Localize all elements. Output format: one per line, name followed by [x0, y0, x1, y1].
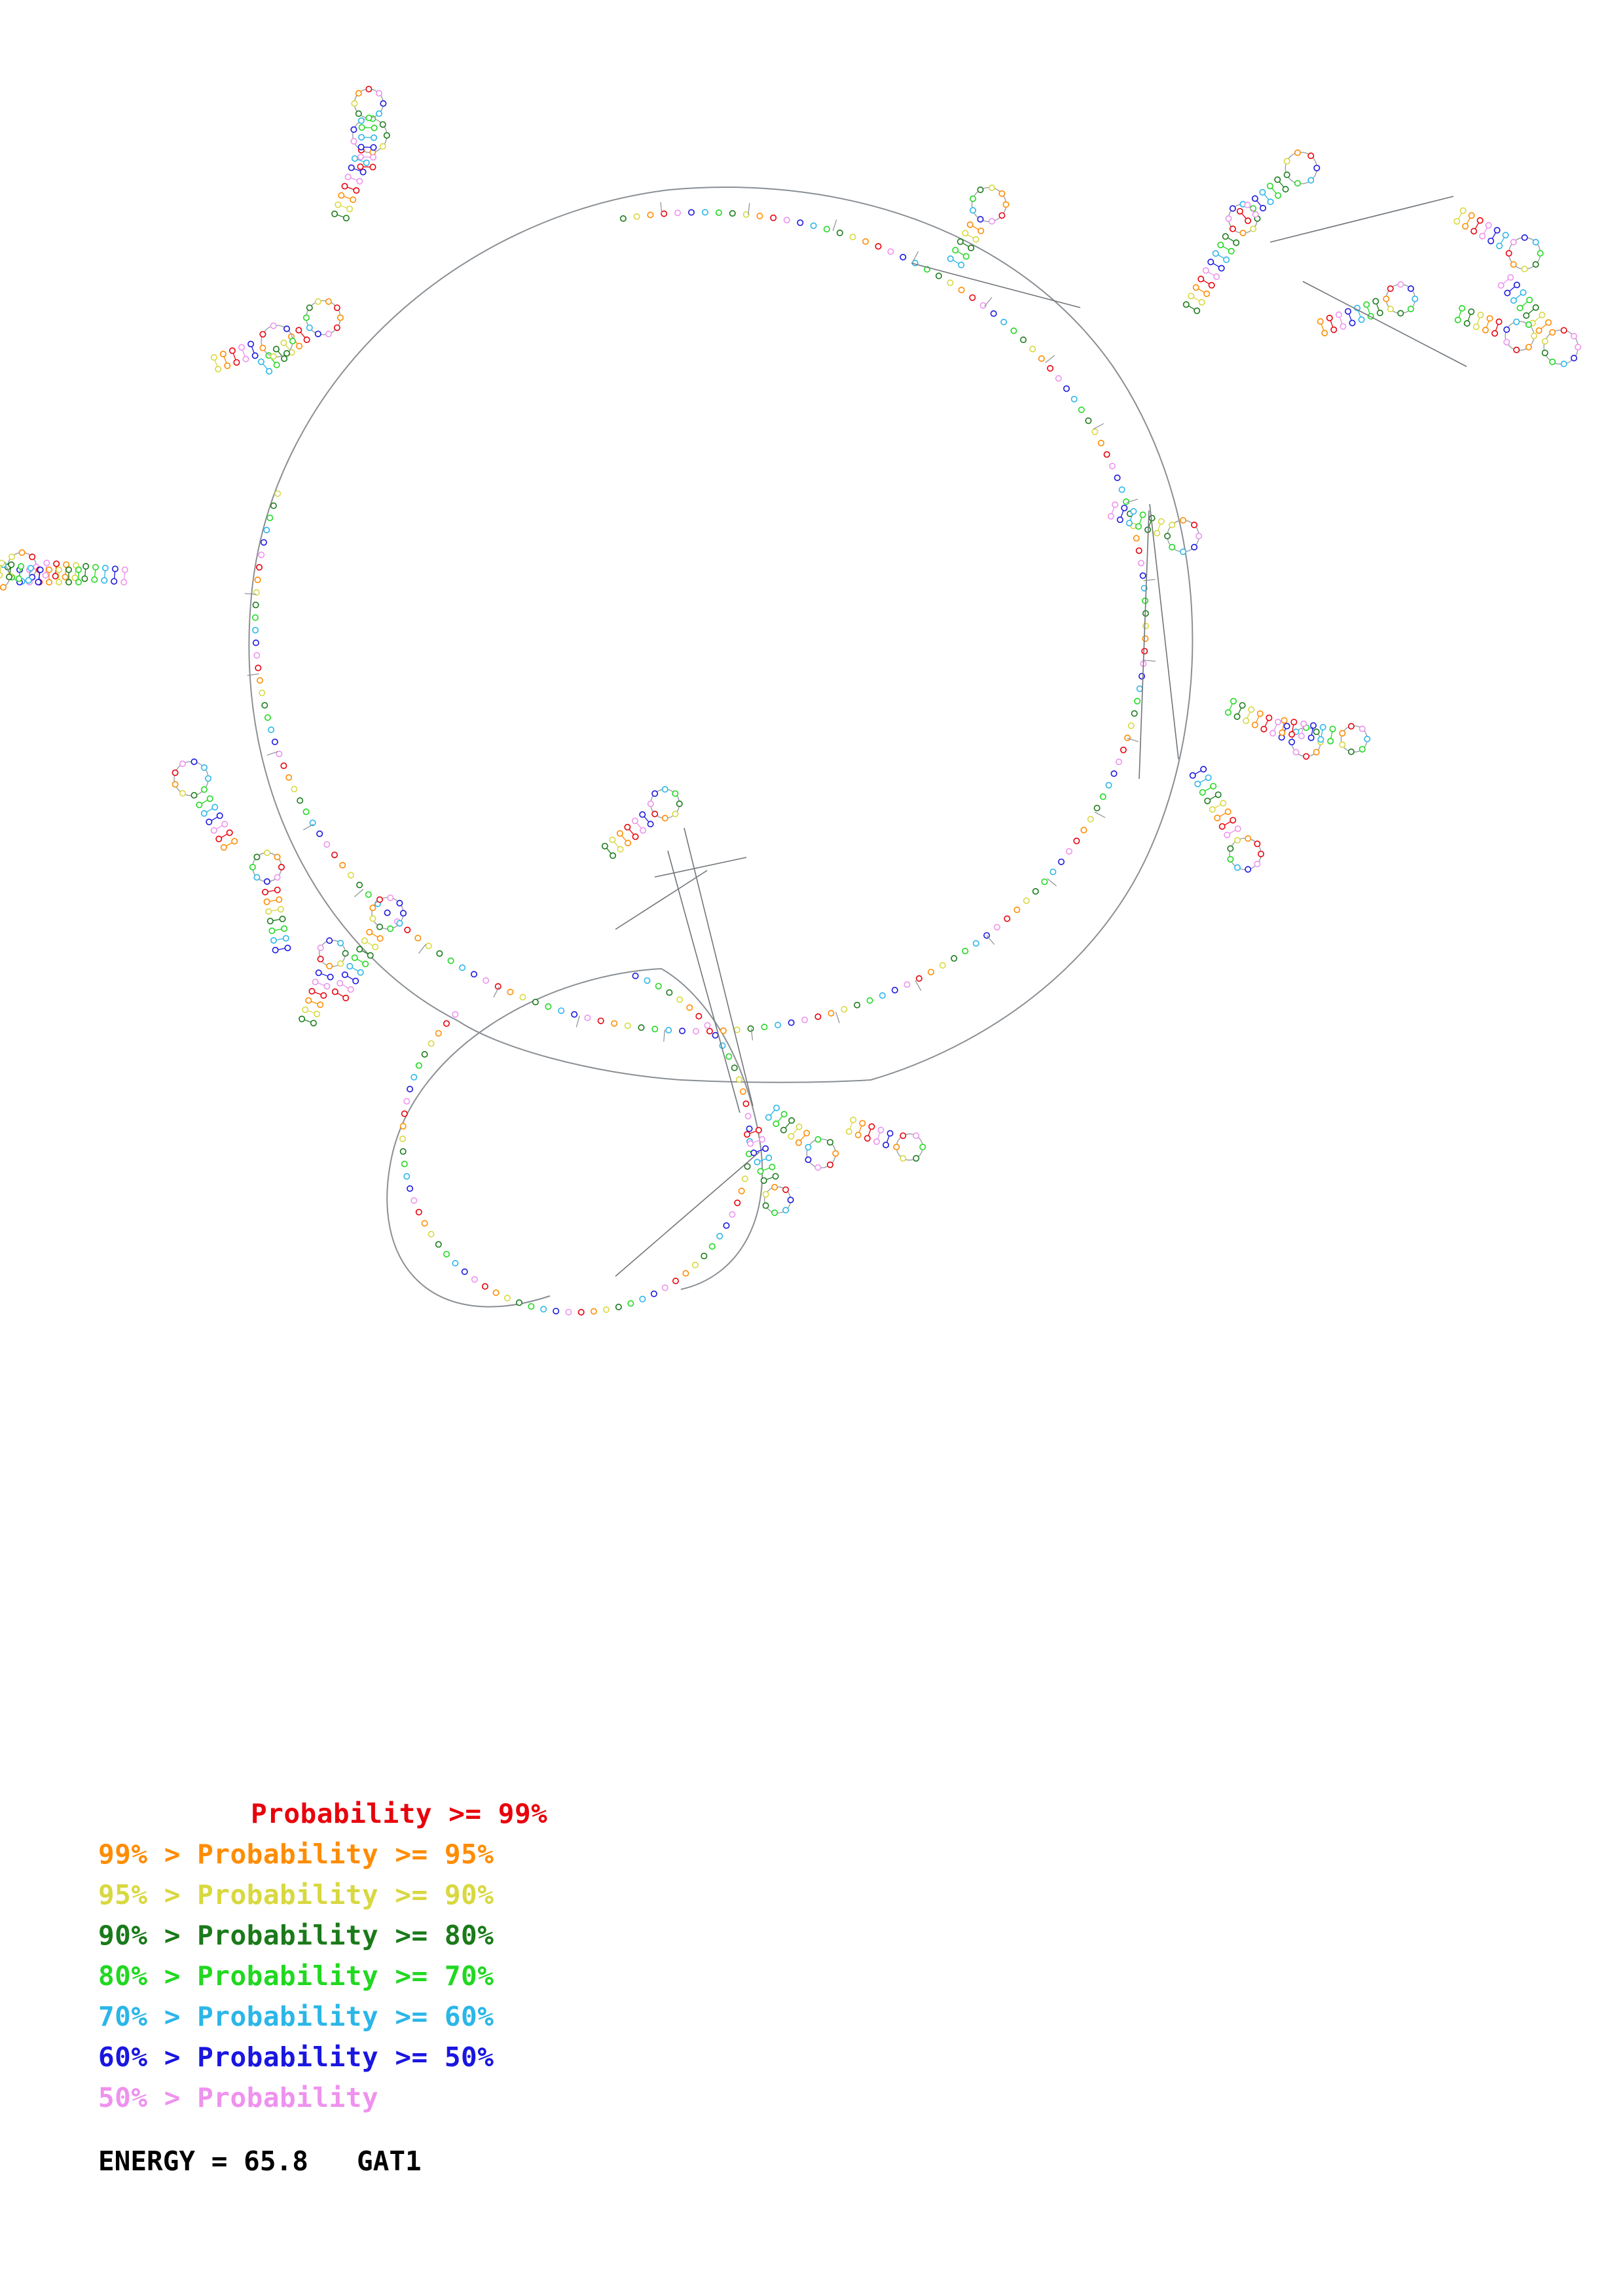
helix-stems: [0, 86, 1580, 1215]
legend-row-p99: Probability >= 99%: [251, 1798, 548, 1829]
legend-row-p50: 60% > Probability >= 50%: [98, 2041, 494, 2073]
backbone-main-loop: [249, 187, 1192, 1306]
legend-row-p90: 95% > Probability >= 90%: [98, 1879, 494, 1910]
nucleotide-dots: [253, 209, 1148, 1315]
legend-row-p60: 70% > Probability >= 60%: [98, 2001, 494, 2032]
hairpin-loops: [245, 202, 1156, 1042]
legend-row-pless: 50% > Probability: [98, 2082, 379, 2113]
probability-legend: [0, 1793, 1623, 2296]
energy-label: ENERGY = 65.8 GAT1: [98, 2145, 422, 2177]
legend-row-p70: 80% > Probability >= 70%: [98, 1960, 494, 1992]
legend-row-p95: 99% > Probability >= 95%: [98, 1839, 494, 1870]
legend-row-p80: 90% > Probability >= 80%: [98, 1920, 494, 1951]
